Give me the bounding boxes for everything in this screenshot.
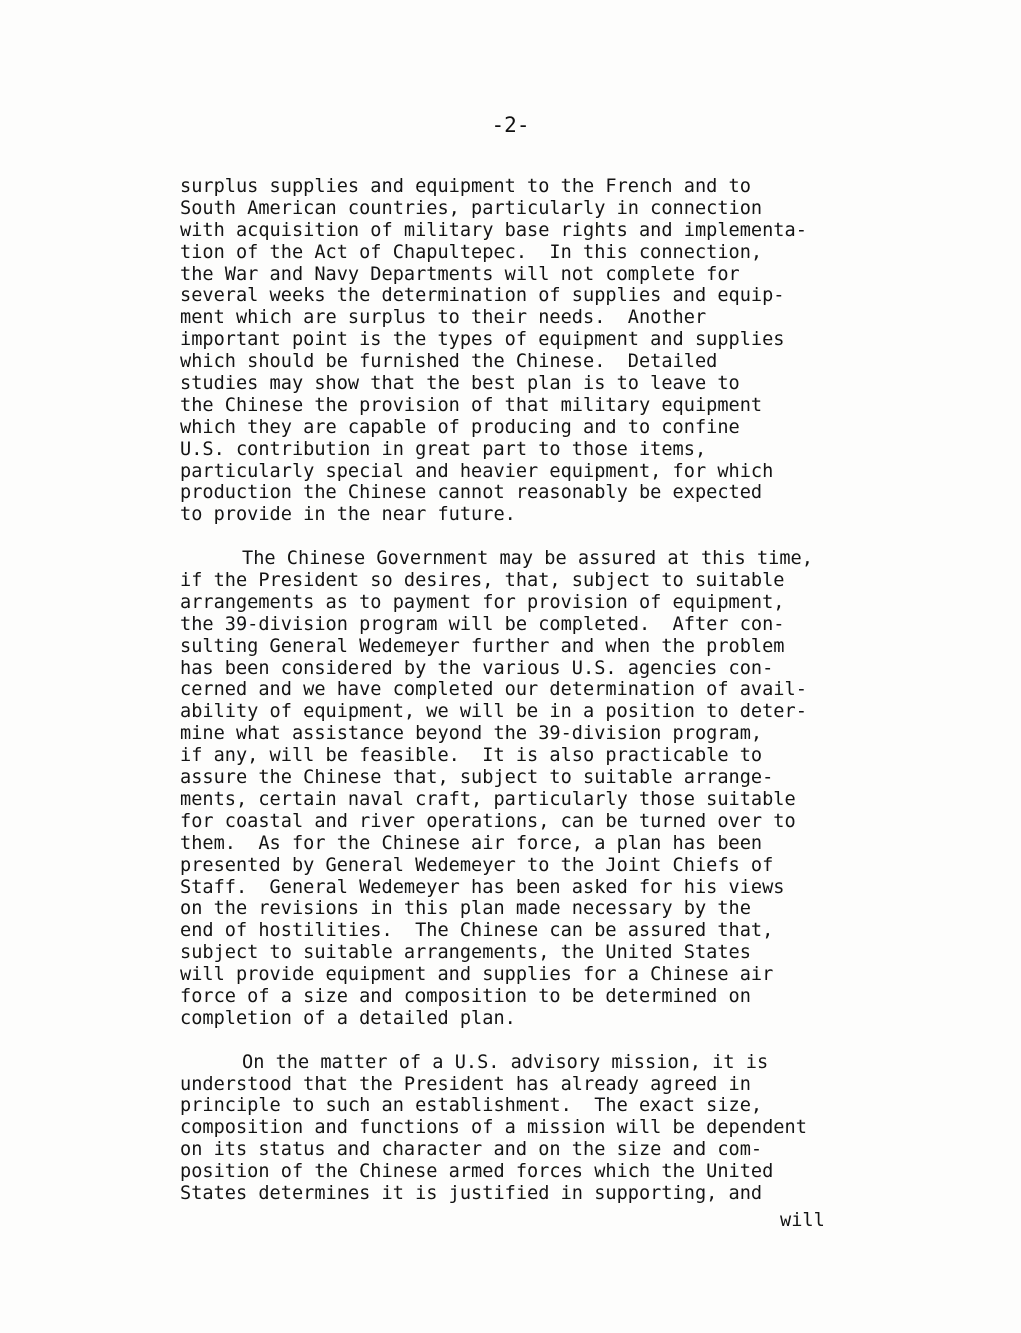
text-line: understood that the President has already agreed in <box>180 1073 751 1095</box>
text-line: arrangements as to payment for provision of equipment, <box>180 591 785 613</box>
text-line: the War and Navy Departments will not complete for <box>180 263 740 285</box>
text-line: with acquisition of military base rights and implementa- <box>180 219 807 241</box>
text-line: on its status and character and on the size and com- <box>180 1139 763 1161</box>
text-line: end of hostilities. The Chinese can be assured that, <box>180 920 774 942</box>
text-line: particularly special and heavier equipment, for which <box>180 460 774 482</box>
text-line: will provide equipment and supplies for a Chinese air <box>180 964 774 986</box>
text-line: to provide in the near future. <box>180 504 516 526</box>
text-line: position of the Chinese armed forces which the United <box>180 1161 774 1183</box>
paragraph-2 <box>180 548 910 1030</box>
text-line: the Chinese the provision of that military equipment <box>180 394 763 416</box>
text-line: tion of the Act of Chapultepec. In this connection, <box>180 241 763 263</box>
text-line: composition and functions of a mission will be dependent <box>180 1117 807 1139</box>
text-line: force of a size and composition to be determined on <box>180 985 751 1007</box>
paragraph-1 <box>180 176 910 526</box>
text-line: which they are capable of producing and to confine <box>180 416 740 438</box>
text-line: ment which are surplus to their needs. Another <box>180 307 707 329</box>
document-body <box>180 176 910 1205</box>
text-line: if the President so desires, that, subject to suitable <box>180 570 785 592</box>
text-line: assure the Chinese that, subject to suitable arrange- <box>180 767 774 789</box>
text-line: surplus supplies and equipment to the French and to <box>180 176 751 197</box>
text-line: presented by General Wedemeyer to the Joint Chiefs of <box>180 854 774 876</box>
text-line: if any, will be feasible. It is also practicable to <box>180 745 763 767</box>
text-line: subject to suitable arrangements, the United States <box>180 942 751 964</box>
text-line: has been considered by the various U.S. agencies con- <box>180 657 774 679</box>
text-line: cerned and we have completed our determination of avail- <box>180 679 807 701</box>
text-line: production the Chinese cannot reasonably be expected <box>180 482 763 504</box>
text-line: ability of equipment, we will be in a position to deter- <box>180 701 807 723</box>
text-line: On the matter of a U.S. advisory mission, it is <box>242 1051 769 1073</box>
paper-smudge <box>10 8 120 68</box>
paragraph-gap <box>180 1030 910 1052</box>
text-line: The Chinese Government may be assured at this time, <box>242 548 813 570</box>
text-line: them. As for the Chinese air force, a plan has been <box>180 832 763 854</box>
text-line: important point is the types of equipment and supplies <box>180 329 785 351</box>
text-line: mine what assistance beyond the 39-division program, <box>180 723 763 745</box>
text-line: South American countries, particularly in connection <box>180 197 763 219</box>
text-line: principle to such an establishment. The exact size, <box>180 1095 763 1117</box>
text-line: Staff. General Wedemeyer has been asked for his views <box>180 876 785 898</box>
text-line: U.S. contribution in great part to those items, <box>180 438 707 460</box>
page-number: -2- <box>491 113 530 137</box>
text-line: ments, certain naval craft, particularly those suitable <box>180 788 796 810</box>
text-line: completion of a detailed plan. <box>180 1007 516 1029</box>
text-line: several weeks the determination of supplies and equip- <box>180 285 785 307</box>
text-line: on the revisions in this plan made necessary by the <box>180 898 751 920</box>
text-line: studies may show that the best plan is to leave to <box>180 373 740 395</box>
text-line: for coastal and river operations, can be turned over to <box>180 810 796 832</box>
paragraph-gap <box>180 526 910 548</box>
text-line: the 39-division program will be completed. After con- <box>180 613 785 635</box>
text-line: which should be furnished the Chinese. Detailed <box>180 351 718 373</box>
text-line: sulting General Wedemeyer further and when the problem <box>180 635 785 657</box>
text-line: States determines it is justified in supporting, and <box>180 1182 763 1204</box>
paragraph-3 <box>180 1052 910 1205</box>
catchword: will <box>780 1210 825 1231</box>
